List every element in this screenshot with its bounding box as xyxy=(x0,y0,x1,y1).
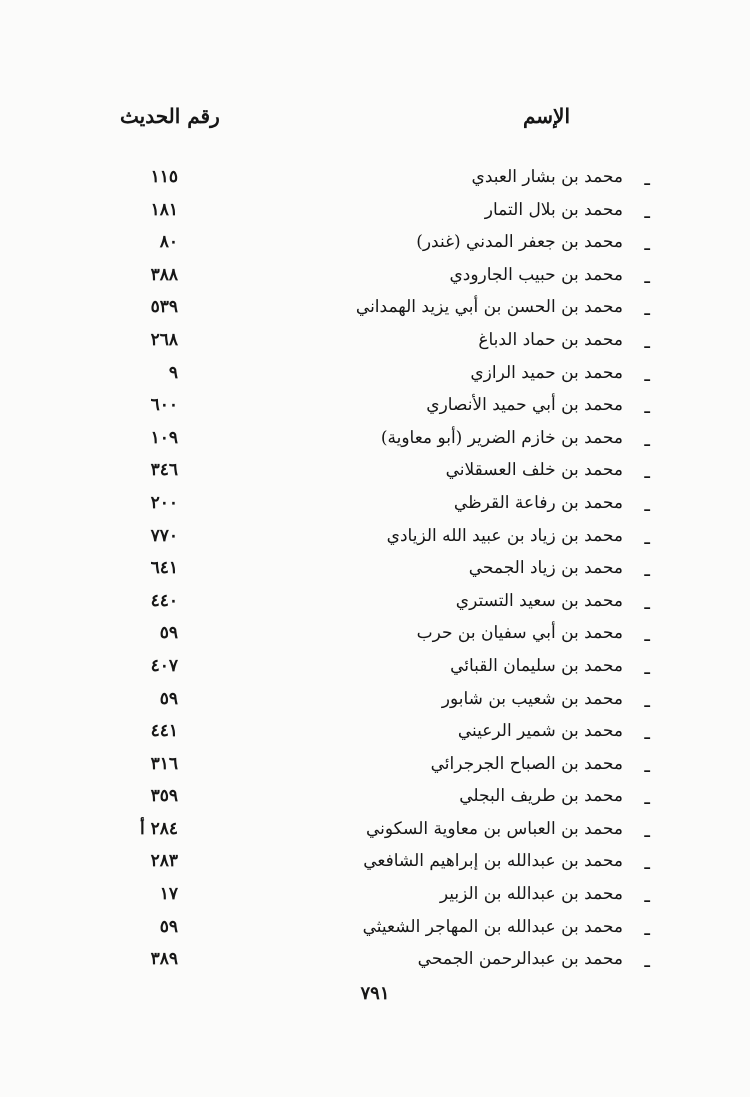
entry-dash: ـ xyxy=(644,559,650,582)
narrator-name: محمد بن الحسن بن أبي يزيد الهمداني xyxy=(355,297,623,318)
hadith-number: ٥٩ xyxy=(159,688,178,709)
hadith-number: ٣٤٦ xyxy=(150,460,178,481)
narrator-name: محمد بن حميد الرازي xyxy=(470,362,623,383)
narrator-name: محمد بن أبي سفيان بن حرب xyxy=(416,623,623,644)
narrator-name: محمد بن جعفر المدني (غندر) xyxy=(416,232,623,253)
hadith-number: ٨٠ xyxy=(159,232,178,253)
list-item xyxy=(0,426,750,459)
narrator-name: محمد بن طريف البجلي xyxy=(459,786,623,807)
hadith-number: ٤٠٧ xyxy=(150,655,178,676)
narrator-name: محمد بن أبي حميد الأنصاري xyxy=(426,395,623,416)
list-item xyxy=(0,719,750,752)
list-item xyxy=(0,361,750,394)
list-item xyxy=(0,621,750,654)
list-item xyxy=(0,328,750,361)
narrator-name: محمد بن سعيد التستري xyxy=(455,590,623,611)
hadith-number: ٢٨٣ xyxy=(150,851,178,872)
narrator-name: محمد بن عبدالله بن إبراهيم الشافعي xyxy=(363,851,623,872)
hadith-number: ٣٨٨ xyxy=(150,264,178,285)
list-item xyxy=(0,654,750,687)
hadith-number: ٣١٦ xyxy=(150,753,178,774)
entry-dash: ـ xyxy=(644,526,650,549)
hadith-number-column-header: رقم الحديث xyxy=(120,104,220,128)
list-item xyxy=(0,524,750,557)
entry-dash: ـ xyxy=(644,624,650,647)
name-column-header: الإسم xyxy=(522,104,570,128)
entry-dash: ـ xyxy=(644,819,650,842)
entry-dash: ـ xyxy=(644,787,650,810)
narrator-index-list xyxy=(0,165,750,980)
entry-dash: ـ xyxy=(644,689,650,712)
narrator-name: محمد بن عبدالله بن المهاجر الشعيثي xyxy=(362,916,623,937)
entry-dash: ـ xyxy=(644,168,650,190)
hadith-number: ١٧ xyxy=(159,884,178,905)
list-item xyxy=(0,589,750,622)
entry-dash: ـ xyxy=(644,754,650,777)
hadith-number: ٥٣٩ xyxy=(150,297,178,318)
list-item xyxy=(0,849,750,882)
hadith-number: ٦٤١ xyxy=(150,558,178,579)
list-item xyxy=(0,230,750,263)
hadith-number: ١٨١ xyxy=(150,199,178,220)
list-item xyxy=(0,295,750,328)
hadith-number: ٧٧٠ xyxy=(150,525,178,546)
hadith-number: ٥٩ xyxy=(159,916,178,937)
narrator-name: محمد بن عبدالرحمن الجمحي xyxy=(417,949,623,970)
narrator-name: محمد بن خازم الضرير (أبو معاوية) xyxy=(380,427,623,448)
list-item xyxy=(0,947,750,980)
narrator-name: محمد بن حبيب الجارودي xyxy=(449,264,623,285)
narrator-name: محمد بن رفاعة القرظي xyxy=(453,492,623,513)
narrator-name: محمد بن شعيب بن شابور xyxy=(441,688,623,709)
hadith-number: ١١٥ xyxy=(150,167,178,187)
list-item xyxy=(0,491,750,524)
list-item xyxy=(0,393,750,426)
list-item xyxy=(0,458,750,491)
entry-dash: ـ xyxy=(644,950,650,973)
list-item xyxy=(0,198,750,231)
entry-dash: ـ xyxy=(644,428,650,451)
column-headers xyxy=(0,104,750,138)
entry-dash: ـ xyxy=(644,363,650,386)
hadith-number: ٢٨٤ أ xyxy=(139,818,178,839)
entry-dash: ـ xyxy=(644,917,650,940)
narrator-name: محمد بن عبدالله بن الزبير xyxy=(439,884,623,905)
entry-dash: ـ xyxy=(644,330,650,353)
list-item xyxy=(0,687,750,720)
hadith-number: ٦٠٠ xyxy=(150,395,178,416)
list-item xyxy=(0,556,750,589)
entry-dash: ـ xyxy=(644,265,650,288)
list-item xyxy=(0,817,750,850)
narrator-name: محمد بن بلال التمار xyxy=(484,199,623,220)
entry-dash: ـ xyxy=(644,461,650,484)
hadith-number: ٣٨٩ xyxy=(150,949,178,970)
entry-dash: ـ xyxy=(644,722,650,745)
hadith-number: ٢٦٨ xyxy=(150,329,178,350)
narrator-name: محمد بن حماد الدباغ xyxy=(478,329,623,350)
list-item xyxy=(0,915,750,948)
list-item xyxy=(0,882,750,915)
hadith-number: ٢٠٠ xyxy=(150,492,178,513)
list-item xyxy=(0,263,750,296)
narrator-name: محمد بن الصباح الجرجرائي xyxy=(430,753,623,774)
entry-dash: ـ xyxy=(644,396,650,419)
list-item xyxy=(0,165,750,198)
list-item xyxy=(0,752,750,785)
entry-dash: ـ xyxy=(644,656,650,679)
narrator-name: محمد بن سليمان القبائي xyxy=(450,655,623,676)
narrator-name: محمد بن زياد الجمحي xyxy=(468,558,623,579)
entry-dash: ـ xyxy=(644,298,650,321)
entry-dash: ـ xyxy=(644,591,650,614)
entry-dash: ـ xyxy=(644,493,650,516)
narrator-name: محمد بن زياد بن عبيد الله الزيادي xyxy=(386,525,623,546)
hadith-number: ٤٤١ xyxy=(150,721,178,742)
entry-dash: ـ xyxy=(644,200,650,223)
narrator-name: محمد بن العباس بن معاوية السكوني xyxy=(365,818,623,839)
entry-dash: ـ xyxy=(644,885,650,908)
hadith-number: ١٠٩ xyxy=(150,427,178,448)
hadith-number: ٣٥٩ xyxy=(150,786,178,807)
hadith-number: ٥٩ xyxy=(159,623,178,644)
page-number: ٧٩١ xyxy=(360,983,390,1004)
narrator-name: محمد بن شمير الرعيني xyxy=(457,721,623,742)
list-item xyxy=(0,784,750,817)
narrator-name: محمد بن بشار العبدي xyxy=(471,167,623,187)
hadith-number: ٩ xyxy=(168,362,178,383)
hadith-number: ٤٤٠ xyxy=(150,590,178,611)
narrator-name: محمد بن خلف العسقلاني xyxy=(445,460,623,481)
entry-dash: ـ xyxy=(644,233,650,256)
entry-dash: ـ xyxy=(644,852,650,875)
